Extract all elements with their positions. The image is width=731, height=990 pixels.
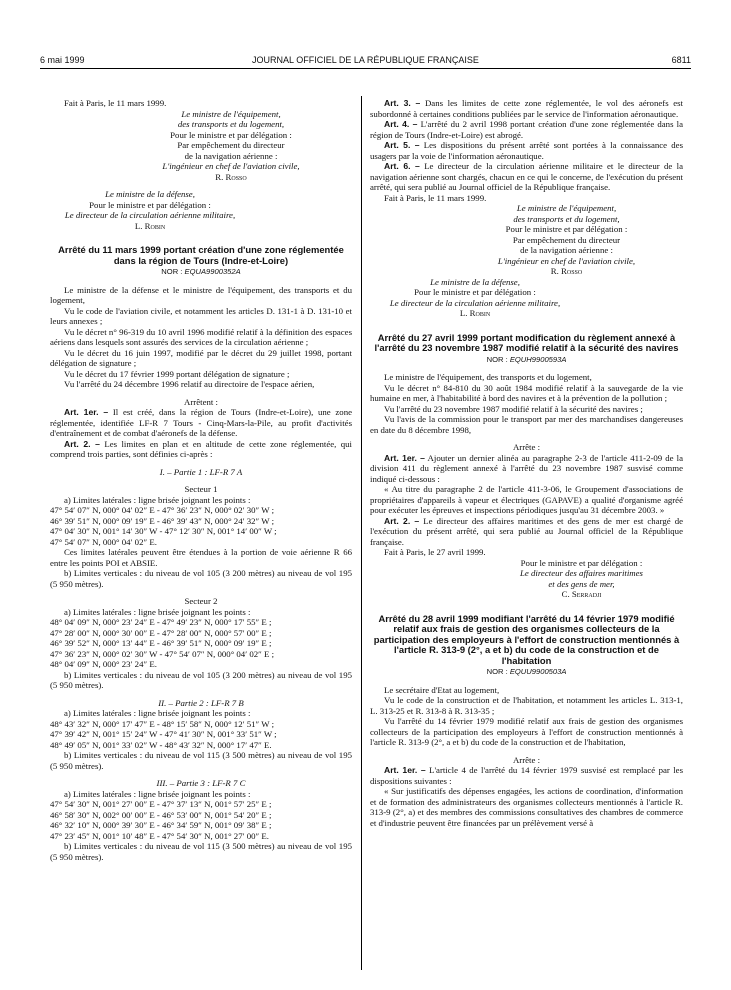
article-6: Art. 6. – Le directeur de la circulation aérienne militaire et le directeur de la navigation aérienne sont chargés, chacun en ce qui le concerne, de l'exécution du présent arrêté, qui sera publié au Journal officiel de la République française. xyxy=(370,161,683,192)
preamble-line: Vu le code de l'aviation civile, et notamment les articles D. 131-1 à D. 131-10 et leurs annexes ; xyxy=(50,305,352,326)
part-2-vertical: b) Limites verticales : du niveau de vol 115 (3 500 mètres) au niveau de vol 195 (5 950 mètres). xyxy=(50,750,352,771)
coord-line: 48° 04′ 09″ N, 000° 23′ 24″ E. xyxy=(50,659,157,669)
coord-line: a) Limites latérales : ligne brisée joignant les points : xyxy=(64,606,251,617)
fait-line: Fait à Paris, le 11 mars 1999. xyxy=(384,192,487,203)
arrete-title: Arrêté du 28 avril 1999 modifiant l'arrêté du 14 février 1979 modifié relatif aux frais de gestion des organismes collecteurs de la participation des employeurs à l'effort de construction mentionnés à l'article R. 313-9 (2°, a et b) du code de la construction et de l'habitation xyxy=(373,612,680,666)
nor-reference: NOR : EQUU9900503A xyxy=(486,667,567,676)
preamble-line: Vu l'avis de la commission pour le transport par mer des marchandises dangereuses en date du 8 décembre 1998, xyxy=(370,414,683,435)
preamble-line: Vu le décret n° 96-319 du 10 avril 1996 modifié relatif à la définition des espaces aériens dans lesquels sont assurés des services de la circulation aérienne ; xyxy=(50,326,352,347)
left-column xyxy=(50,98,352,862)
secteur-1-note: Ces limites latérales peuvent être étendues à la portion de voie aérienne R 66 entre les points POI et ABSIE. xyxy=(50,547,352,568)
coord-line: 46° 58′ 30″ N, 002° 00′ 00″ E - 46° 53′ 00″ N, 001° 54′ 20″ E ; xyxy=(50,809,272,820)
coord-line: 47° 23′ 45″ N, 001° 10′ 48″ E - 47° 54′ 30″ N, 001° 27′ 00″ E. xyxy=(50,830,269,841)
part-3-vertical: b) Limites verticales : du niveau de vol 115 (3 500 mètres) au niveau de vol 195 (5 950 mètres). xyxy=(50,841,352,862)
preamble-line: Vu l'arrêté du 14 février 1979 modifié relatif aux frais de gestion des organismes collecteurs de la participation des employeurs à l'effort de construction mentionnés à l'article R. 313-9 (2°, a et b) du code de la construction et de l'habitation, xyxy=(370,716,683,747)
secteur-2-vertical: b) Limites verticales : du niveau de vol 105 (3 200 mètres) au niveau de vol 195 (5 950 mètres). xyxy=(50,669,352,690)
arrete-title: Arrêté du 27 avril 1999 portant modification du règlement annexé à l'arrêté du 23 novembre 1987 modifié relatif à la sécurité des navires xyxy=(374,331,679,353)
coord-line: 47° 04′ 30″ N, 001° 14′ 30″ W - 47° 12′ 30″ N, 001° 14′ 00″ W ; xyxy=(50,526,277,536)
header-journal-title: JOURNAL OFFICIEL DE LA RÉPUBLIQUE FRANÇAISE xyxy=(252,55,479,65)
preamble-line: Vu le décret du 16 juin 1997, modifié par le décret du 29 juillet 1998, portant délégation de signature ; xyxy=(50,347,352,368)
coord-line: 47° 39′ 42″ N, 001° 15′ 24″ W - 47° 41′ 30″ N, 001° 33′ 51″ W ; xyxy=(50,729,277,739)
preamble-line: Vu le décret n° 84-810 du 30 août 1984 modifié relatif à la sauvegarde de la vie humaine en mer, à l'habitabilité à bord des navires et à la prévention de la pollution ; xyxy=(370,382,683,403)
signature-defense: Le ministre de la défense, Pour le ministre et par délégation : Le directeur de la circulation aérienne militaire, L. Robin xyxy=(64,189,236,231)
article-1: Art. 1er. – L'article 4 de l'arrêté du 14 février 1979 susvisé est remplacé par les dispositions suivantes : xyxy=(370,765,684,786)
arrete-heading: Arrête : xyxy=(512,754,541,765)
article-3: Art. 3. – Dans les limites de cette zone réglementée, le vol des aéronefs est subordonné à certaines conditions publiées par le service de l'information aéronautique. xyxy=(370,98,683,119)
nor-reference: NOR : EQUH9900593A xyxy=(486,354,567,364)
signature-defense: Le ministre de la défense, Pour le ministre et par délégation : Le directeur de la circulation aérienne militaire, L. Robin xyxy=(389,276,561,318)
preamble-line: Le ministre de l'équipement, des transports et du logement, xyxy=(384,372,592,382)
article-4: Art. 4. – L'arrêté du 2 avril 1998 portant création d'une zone réglementée dans la région de Tours (Indre-et-Loire) est abrogé. xyxy=(370,119,683,140)
coord-line: 47° 36′ 23″ N, 000° 02′ 30″ W - 47° 54′ 07″ N, 000° 04′ 02″ E ; xyxy=(50,648,275,659)
article-1: Art. 1er. – Ajouter un dernier alinéa au paragraphe 2-3 de l'article 411-2-09 de la division 411 du règlement annexé à l'arrêté du 23 novembre 1987 susvisé comme indiqué ci-dessous : xyxy=(370,452,684,484)
coord-line: 47° 28′ 00″ N, 000° 30′ 00″ E - 47° 28′ 00″ N, 000° 57′ 00″ E ; xyxy=(50,627,272,638)
arretent-heading: Arrêtent : xyxy=(184,396,218,407)
preamble-line: Vu le décret du 17 février 1999 portant délégation de signature ; xyxy=(64,368,290,379)
coord-line: 48° 04′ 09″ N, 000° 23′ 24″ E - 47° 49′ 23″ N, 000° 17′ 55″ E ; xyxy=(50,617,272,627)
preamble-line: Le ministre de la défense et le ministre de l'équipement, des transports et du logement, xyxy=(50,284,352,305)
signature-affaires-maritimes: Pour le ministre et par délégation : Le directeur des affaires maritimes et des gens de mer, C. Serradji xyxy=(520,557,643,599)
arrete-heading: Arrête : xyxy=(512,442,541,452)
page-header xyxy=(40,55,691,69)
coord-line: 47° 54′ 30″ N, 001° 27′ 00″ E - 47° 37′ 13″ N, 001° 57′ 25″ E ; xyxy=(50,799,272,809)
article-1: Art. 1er. – Il est créé, dans la région de Tours (Indre-et-Loire), une zone réglementée, identifiée LF-R 7 Tours - Cinq-Mars-la-Pile, au profit d'activités d'entraînement et de combat d'aéronefs de la défense. xyxy=(50,407,353,438)
arrete-title: Arrêté du 11 mars 1999 portant création d'une zone réglementée dans la région de Tours (Indre-et-Loire) xyxy=(58,244,344,266)
nor-reference: NOR : EQUA9900352A xyxy=(161,267,241,276)
part-1-heading: I. – Partie 1 : LF-R 7 A xyxy=(159,466,243,477)
coord-line: a) Limites latérales : ligne brisée joignant les points : xyxy=(64,494,251,505)
header-page-number: 6811 xyxy=(671,55,691,65)
coord-line: 47° 54′ 07″ N, 000° 04′ 02″ E - 47° 36′ 23″ N, 000° 02′ 30″ W ; xyxy=(50,505,275,515)
part-2-heading: II. – Partie 2 : LF-R 7 B xyxy=(158,697,244,708)
preamble-line: Vu l'arrêté du 24 décembre 1996 relatif au directoire de l'espace aérien, xyxy=(64,379,315,389)
header-date: 6 mai 1999 xyxy=(40,55,85,65)
secteur-2-heading: Secteur 2 xyxy=(184,596,218,606)
coord-line: 47° 54′ 07″ N, 000° 04′ 02″ E. xyxy=(50,536,157,547)
secteur-1-vertical: b) Limites verticales : du niveau de vol 105 (3 200 mètres) au niveau de vol 195 (5 950 mètres). xyxy=(50,568,352,589)
secteur-1-heading: Secteur 1 xyxy=(184,484,218,494)
header-rule xyxy=(40,68,691,69)
coord-line: a) Limites latérales : ligne brisée joignant les points : xyxy=(64,708,251,718)
column-divider xyxy=(361,96,362,970)
article-2: Art. 2. – Les limites en plan et en altitude de cette zone réglementée, qui comprend trois parties, sont définies ci-après : xyxy=(50,438,352,459)
coord-line: a) Limites latérales : ligne brisée joignant les points : xyxy=(64,788,251,799)
coord-line: 46° 39′ 51″ N, 000° 09′ 19″ E - 46° 39′ 43″ N, 000° 24′ 32″ W ; xyxy=(50,515,275,526)
coord-line: 48° 43′ 32″ N, 000° 17′ 47″ E - 48° 15′ 58″ N, 000° 12′ 51″ W ; xyxy=(50,718,275,729)
fait-line: Fait à Paris, le 11 mars 1999. xyxy=(64,98,167,108)
signature-equipement: Le ministre de l'équipement, des transports et du logement, Pour le ministre et par délégation : Par empêchement du directeur de la navigation aérienne : L'ingénieur en chef de l'aviation civile, R. Rosso xyxy=(497,203,636,276)
coord-line: 46° 39′ 52″ N, 000° 13′ 44″ E - 46° 39′ 51″ N, 000° 09′ 19″ E ; xyxy=(50,638,272,648)
article-5: Art. 5. – Les dispositions du présent arrêté sont portées à la connaissance des usagers par la voie de l'information aéronautique. xyxy=(370,140,683,161)
article-2: Art. 2. – Le directeur des affaires maritimes et des gens de mer est chargé de l'exécution du présent arrêté, qui sera publié au Journal officiel de la République française. xyxy=(370,515,683,547)
preamble-line: Vu l'arrêté du 23 novembre 1987 modifié relatif à la sécurité des navires ; xyxy=(384,403,643,414)
preamble-line: Vu le code de la construction et de l'habitation, et notamment les articles L. 313-1, L. 313-25 et R. 313-8 à R. 313-35 ; xyxy=(370,695,683,716)
right-column xyxy=(370,98,683,828)
coord-line: 48° 49′ 05″ N, 001° 33′ 02″ W - 48° 43′ 32″ N, 000° 17′ 47″ E. xyxy=(50,739,272,750)
coord-line: 46° 32′ 10″ N, 000° 39′ 30″ E - 46° 34′ 59″ N, 001° 09′ 38″ E ; xyxy=(50,820,272,830)
preamble-line: Le secrétaire d'Etat au logement, xyxy=(384,684,500,695)
quoted-paragraph: « Au titre du paragraphe 2 de l'article 411-3-06, le Groupement d'associations de propriétaires d'appareils à vapeur et électriques (GAPAVE) a qualité d'organisme agréé pour exécuter les épreuves et inspections périodiques jusqu'au 31 décembre 2003. » xyxy=(370,484,683,515)
signature-equipement: Le ministre de l'équipement, des transports et du logement, Pour le ministre et par délégation : Par empêchement du directeur de la navigation aérienne : L'ingénieur en chef de l'aviation civile, R. Rosso xyxy=(162,108,300,182)
part-3-heading: III. – Partie 3 : LF-R 7 C xyxy=(156,778,246,788)
quoted-paragraph: « Sur justificatifs des dépenses engagées, les actions de coordination, d'information et de formation des administrateurs des organismes collecteurs mentionnés à l'article R. 313-9 (2°, a) et des membres des commissions consultatives des chambres de commerce et d'industrie peuvent être financées par un prélèvement versé à xyxy=(370,786,683,828)
fait-line: Fait à Paris, le 27 avril 1999. xyxy=(384,547,486,557)
